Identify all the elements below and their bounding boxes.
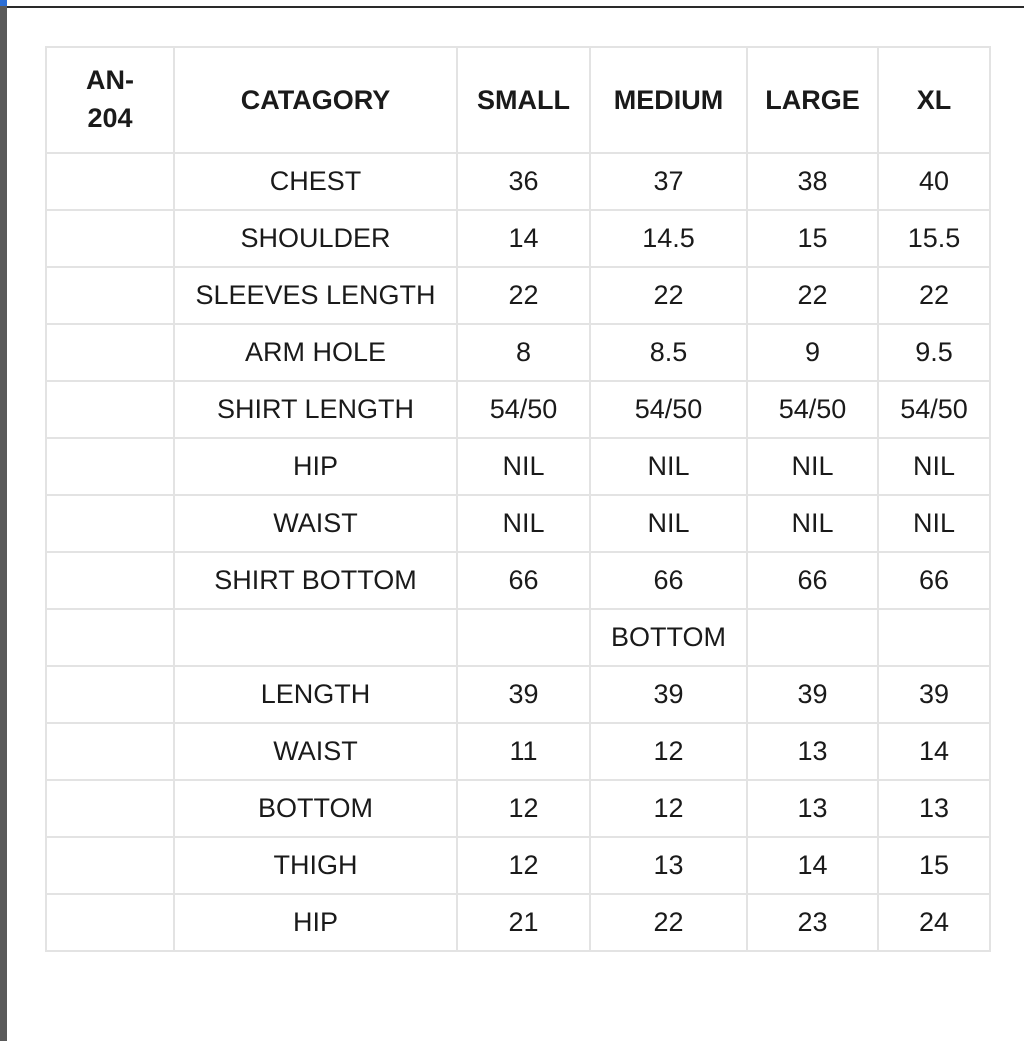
value-cell-medium: 37 — [590, 153, 747, 210]
value-cell-xl: 9.5 — [878, 324, 990, 381]
category-cell: BOTTOM — [174, 780, 457, 837]
category-header: CATAGORY — [174, 47, 457, 153]
value-cell-small: 21 — [457, 894, 590, 951]
value-cell-large: 15 — [747, 210, 878, 267]
size-header-xl: XL — [878, 47, 990, 153]
value-cell-large: NIL — [747, 438, 878, 495]
category-cell: SHIRT LENGTH — [174, 381, 457, 438]
code-cell — [46, 552, 174, 609]
table-row — [46, 495, 990, 552]
code-cell — [46, 438, 174, 495]
value-cell-xl: 15 — [878, 837, 990, 894]
value-cell-large: 23 — [747, 894, 878, 951]
value-cell-large: NIL — [747, 495, 878, 552]
value-cell-large: 13 — [747, 780, 878, 837]
table-row — [46, 210, 990, 267]
table-row — [46, 267, 990, 324]
value-cell-xl: 15.5 — [878, 210, 990, 267]
category-cell: HIP — [174, 438, 457, 495]
value-cell-medium: 12 — [590, 723, 747, 780]
value-cell-small: 11 — [457, 723, 590, 780]
table-row — [46, 723, 990, 780]
code-cell — [46, 324, 174, 381]
value-cell-xl: 14 — [878, 723, 990, 780]
table-row — [46, 381, 990, 438]
value-cell-xl: 24 — [878, 894, 990, 951]
value-cell-small: 12 — [457, 837, 590, 894]
value-cell-small: 39 — [457, 666, 590, 723]
value-cell-xl: 39 — [878, 666, 990, 723]
value-cell-large: 54/50 — [747, 381, 878, 438]
value-cell-xl: NIL — [878, 495, 990, 552]
category-cell: THIGH — [174, 837, 457, 894]
value-cell-small: 12 — [457, 780, 590, 837]
table-row — [46, 438, 990, 495]
value-cell-xl: 54/50 — [878, 381, 990, 438]
value-cell-medium: BOTTOM — [590, 609, 747, 666]
product-code-line1: AN- — [86, 65, 134, 96]
code-cell — [46, 210, 174, 267]
value-cell-medium: 22 — [590, 894, 747, 951]
size-header-small: SMALL — [457, 47, 590, 153]
code-cell — [46, 609, 174, 666]
value-cell-large: 14 — [747, 837, 878, 894]
size-header-large: LARGE — [747, 47, 878, 153]
value-cell-xl — [878, 609, 990, 666]
value-cell-medium: NIL — [590, 438, 747, 495]
category-cell: LENGTH — [174, 666, 457, 723]
table-row — [46, 666, 990, 723]
category-cell: CHEST — [174, 153, 457, 210]
value-cell-medium: 12 — [590, 780, 747, 837]
value-cell-small: 14 — [457, 210, 590, 267]
code-cell — [46, 495, 174, 552]
product-code-header — [46, 47, 174, 153]
value-cell-small: 36 — [457, 153, 590, 210]
value-cell-xl: 13 — [878, 780, 990, 837]
category-cell: ARM HOLE — [174, 324, 457, 381]
value-cell-large: 13 — [747, 723, 878, 780]
category-cell: SHOULDER — [174, 210, 457, 267]
code-cell — [46, 267, 174, 324]
size-header-medium: MEDIUM — [590, 47, 747, 153]
category-cell: SLEEVES LENGTH — [174, 267, 457, 324]
value-cell-large: 38 — [747, 153, 878, 210]
window-accent — [0, 0, 7, 6]
code-cell — [46, 894, 174, 951]
value-cell-small — [457, 609, 590, 666]
product-code-line2: 204 — [87, 103, 133, 133]
value-cell-large — [747, 609, 878, 666]
category-cell: WAIST — [174, 723, 457, 780]
value-cell-medium: 8.5 — [590, 324, 747, 381]
table-row — [46, 153, 990, 210]
value-cell-small: NIL — [457, 495, 590, 552]
left-window-edge — [0, 0, 7, 1041]
code-cell — [46, 666, 174, 723]
category-cell: HIP — [174, 894, 457, 951]
code-cell — [46, 381, 174, 438]
value-cell-xl: 66 — [878, 552, 990, 609]
category-cell: SHIRT BOTTOM — [174, 552, 457, 609]
table-row — [46, 894, 990, 951]
table-row — [46, 609, 990, 666]
value-cell-small: 54/50 — [457, 381, 590, 438]
value-cell-medium: 13 — [590, 837, 747, 894]
table-row — [46, 837, 990, 894]
size-chart-table — [45, 46, 991, 952]
value-cell-xl: 40 — [878, 153, 990, 210]
top-border — [0, 0, 1024, 8]
value-cell-medium: 66 — [590, 552, 747, 609]
table-row — [46, 780, 990, 837]
value-cell-small: 22 — [457, 267, 590, 324]
value-cell-xl: 22 — [878, 267, 990, 324]
value-cell-large: 66 — [747, 552, 878, 609]
value-cell-large: 9 — [747, 324, 878, 381]
value-cell-medium: 14.5 — [590, 210, 747, 267]
value-cell-large: 39 — [747, 666, 878, 723]
category-cell — [174, 609, 457, 666]
table-row — [46, 324, 990, 381]
value-cell-small: NIL — [457, 438, 590, 495]
value-cell-medium: NIL — [590, 495, 747, 552]
code-cell — [46, 837, 174, 894]
value-cell-medium: 54/50 — [590, 381, 747, 438]
category-cell: WAIST — [174, 495, 457, 552]
header-row — [46, 47, 990, 153]
value-cell-medium: 39 — [590, 666, 747, 723]
value-cell-small: 66 — [457, 552, 590, 609]
value-cell-large: 22 — [747, 267, 878, 324]
value-cell-small: 8 — [457, 324, 590, 381]
code-cell — [46, 723, 174, 780]
code-cell — [46, 153, 174, 210]
value-cell-xl: NIL — [878, 438, 990, 495]
code-cell — [46, 780, 174, 837]
table-row — [46, 552, 990, 609]
value-cell-medium: 22 — [590, 267, 747, 324]
